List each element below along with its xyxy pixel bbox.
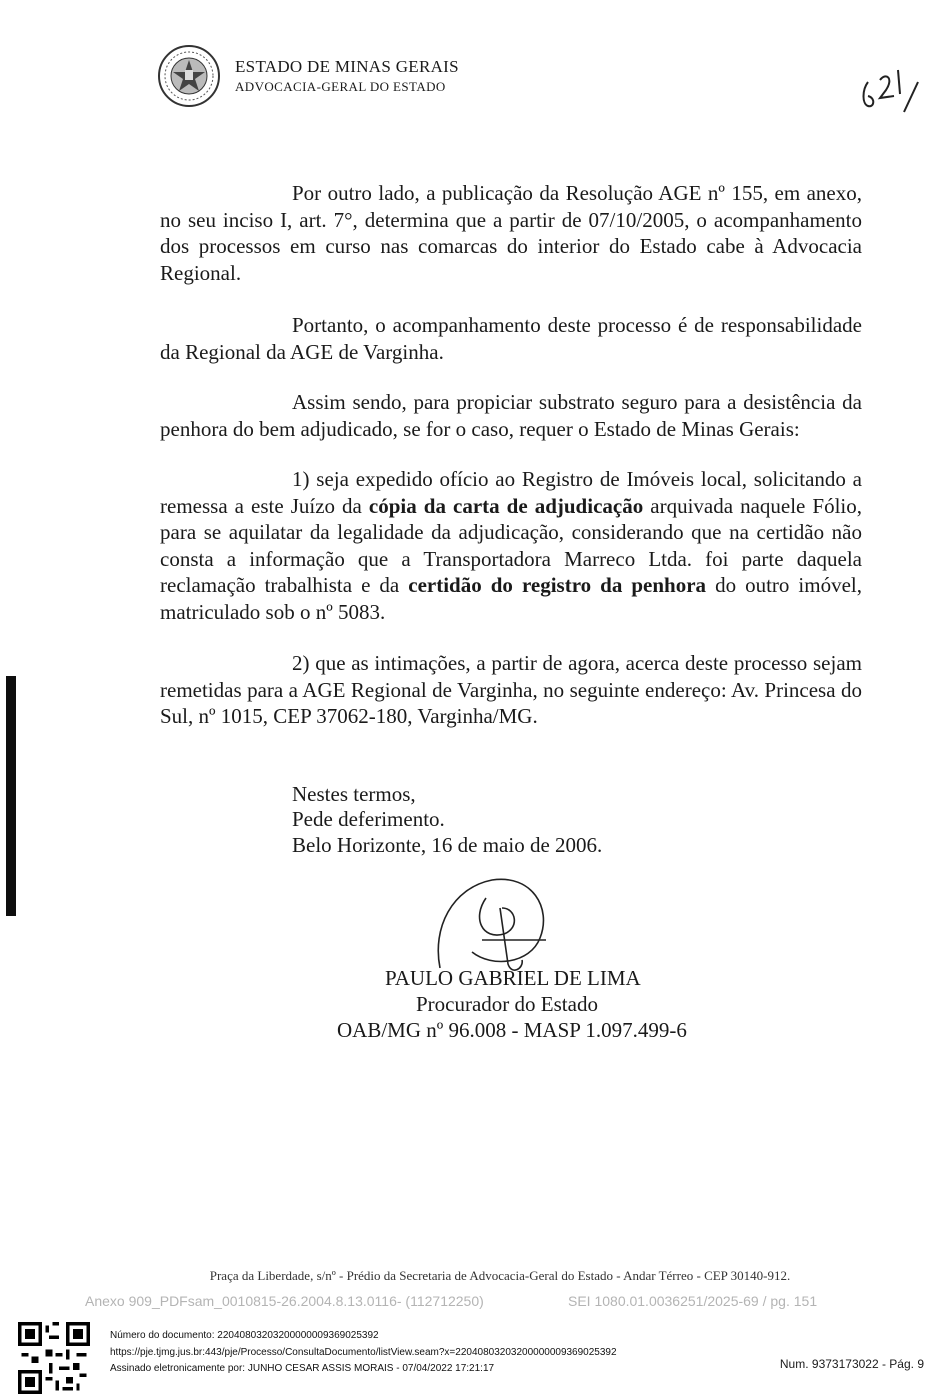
paragraph-2-text: Portanto, o acompanhamento deste processo é de responsabilidade da Regional da AGE de Varginha. (160, 313, 862, 364)
signer-title: Procurador do Estado (416, 992, 598, 1016)
signed-by: Assinado eletronicamente por: JUNHO CESAR ASSIS MORAIS - 07/04/2022 17:21:17 (110, 1363, 495, 1374)
paragraph-5 (160, 650, 862, 730)
sei-stamp: SEI 1080.01.0036251/2025-69 / pg. 151 (568, 1293, 818, 1309)
paragraph-4-text-c: arquivada naquele Fólio, para se aquilatar da legalidade da adjudicação, considerando que na certidão não consta a informação que a Transportadora Marreco Ltda. foi parte daquela reclamação trabalhista e da (160, 493, 863, 598)
closing-line-1: Nestes termos, (292, 782, 416, 806)
paragraph-3-text: Assim sendo, para propiciar substrato seguro para a desistência da penhora do bem adjudicado, se for o caso, requer o Estado de Minas Gerais: (160, 390, 862, 441)
document-number: Número do documento: 22040803203200000009369025392 (110, 1330, 379, 1341)
scan-margin-bar (6, 676, 16, 916)
handwritten-signature (412, 868, 572, 980)
paragraph-4 (160, 466, 862, 626)
paragraph-1-text: Por outro lado, a publicação da Resolução AGE nº 155, em anexo, no seu inciso I, art. 7°, determina que a partir de 07/10/2005, o acompanhamento dos processos em curso nas comarcas do interior do Estado cabe à Advocacia Regional. (160, 181, 862, 285)
state-seal-icon (157, 44, 221, 108)
footer-address-text: Praça da Liberdade, s/nº - Prédio da Secretaria de Advocacia-Geral do Estado - Andar Térreo - CEP 30140-912. (209, 1268, 791, 1283)
paragraph-2 (160, 312, 862, 365)
emphasis-copy-adjudication: cópia da carta de adjudicação (368, 493, 644, 518)
signer-name: PAULO GABRIEL DE LIMA (385, 966, 641, 990)
paragraph-5-text: 2) que as intimações, a partir de agora, acerca deste processo sejam remetidas para a AGE Regional de Varginha, no seguinte endereço: Av. Princesa do Sul, nº 1015, CEP 37062-180, Varginha/MG. (160, 651, 862, 729)
footer-address (0, 1268, 929, 1284)
paragraph-4-text-a: 1) seja expedido ofício ao Registro de Imóveis local, solicitando a remessa a este Juízo da (160, 467, 862, 518)
qr-code-icon (18, 1322, 90, 1394)
paragraph-1 (160, 180, 862, 286)
signer-registry: OAB/MG nº 96.008 - MASP 1.097.499-6 (337, 1018, 687, 1042)
org-subname: ADVOCACIA-GERAL DO ESTADO (235, 79, 446, 94)
emphasis-registry-certificate: certidão do registro da penhora (408, 573, 707, 598)
paragraph-4-text-e: do outro imóvel, matriculado sob o nº 5083. (160, 573, 862, 624)
page-number: Num. 9373173022 - Pág. 9 (779, 1357, 924, 1371)
handwritten-page-number (858, 60, 926, 116)
paragraph-3 (160, 389, 862, 442)
annex-stamp: Anexo 909_PDFsam_0010815-26.2004.8.13.0116- (112712250) (85, 1293, 484, 1309)
closing-line-2: Pede deferimento. (292, 807, 445, 831)
document-url: https://pje.tjmg.jus.br:443/pje/Processo/ConsultaDocumento/listView.seam?x=22040803203200000009369025392 (110, 1347, 617, 1358)
org-name: ESTADO DE MINAS GERAIS (235, 57, 459, 76)
closing-line-3: Belo Horizonte, 16 de maio de 2006. (292, 833, 603, 857)
